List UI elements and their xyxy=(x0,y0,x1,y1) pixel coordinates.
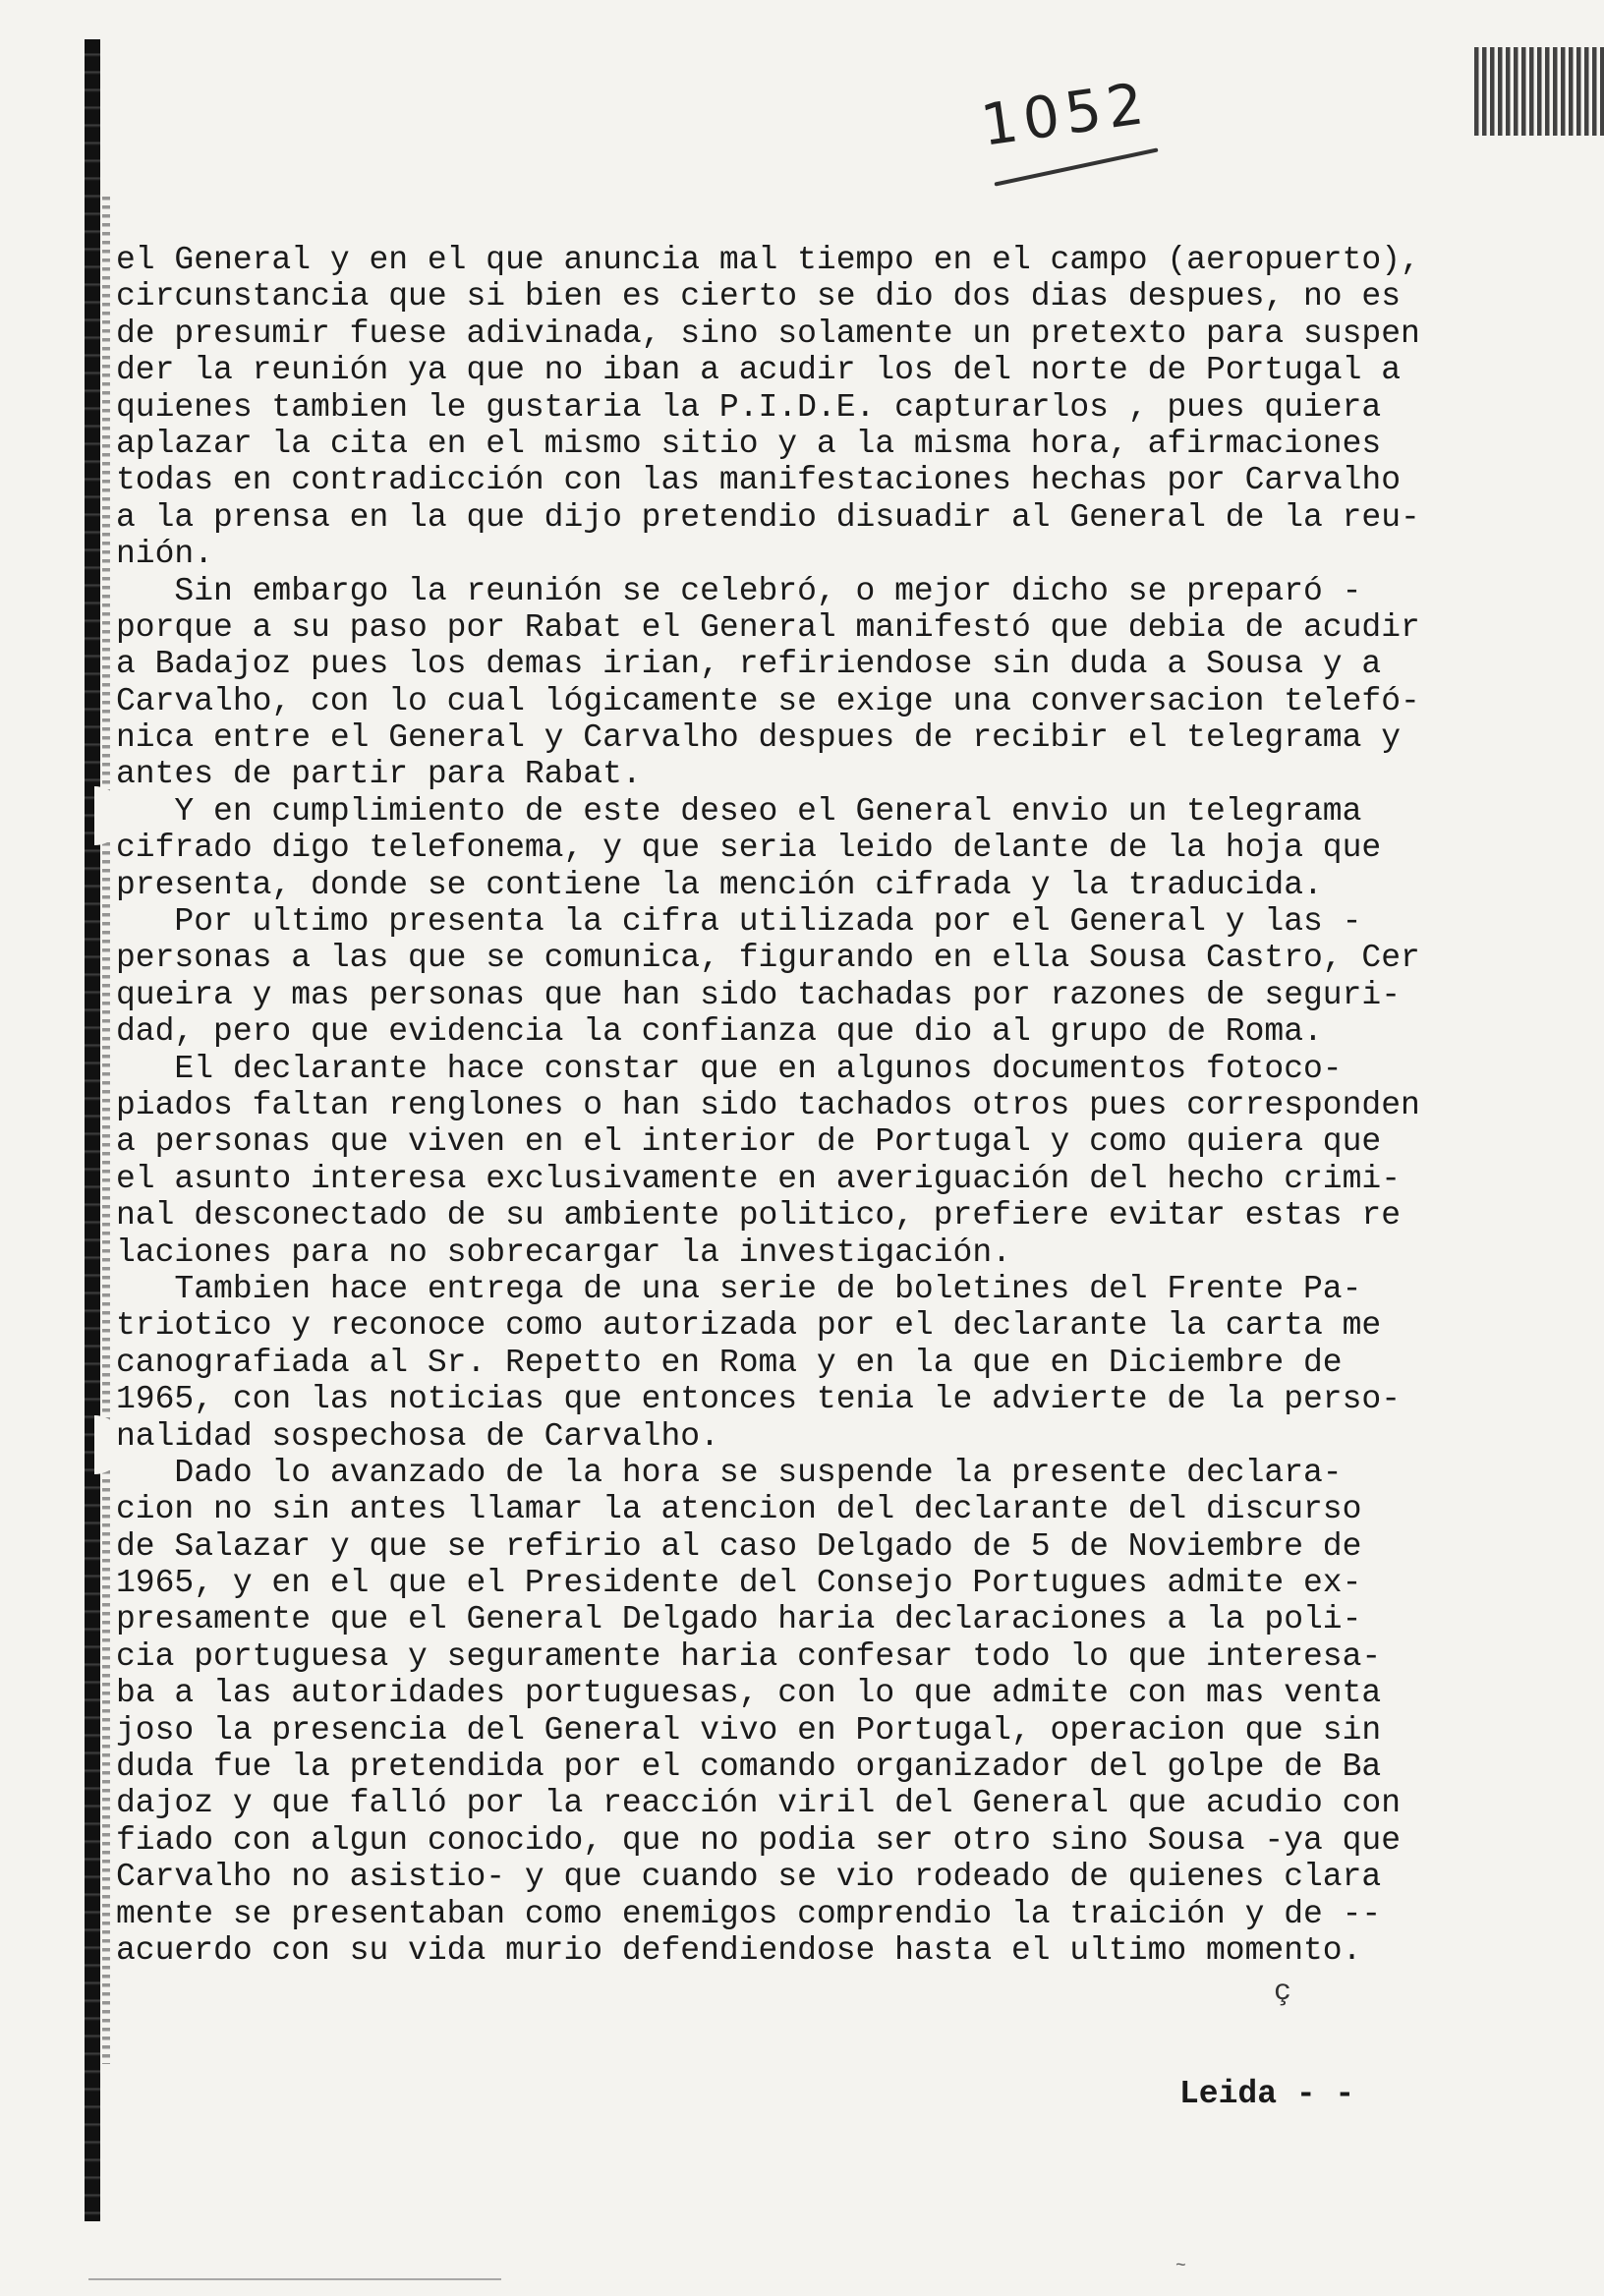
text-line: laciones para no sobrecargar la investigación. xyxy=(116,1234,1011,1271)
text-line: nica entre el General y Carvalho despues de recibir el telegrama y xyxy=(116,719,1402,757)
text-line: dajoz y que falló por la reacción viril del General que acudio con xyxy=(116,1785,1402,1822)
text-line: porque a su paso por Rabat el General manifestó que debia de acudir xyxy=(116,608,1420,646)
text-line: piados faltan renglones o han sido tachados otros pues corresponden xyxy=(116,1086,1420,1123)
text-line: Carvalho, con lo cual lógicamente se exige una conversacion telefó- xyxy=(116,682,1420,719)
typed-body-text xyxy=(116,242,1420,1969)
text-line: canografiada al Sr. Repetto en Roma y en la que en Diciembre de xyxy=(116,1344,1343,1381)
text-line: 1965, y en el que el Presidente del Consejo Portugues admite ex- xyxy=(116,1565,1362,1602)
margin-mark: ç xyxy=(1274,1976,1292,2009)
text-line: presenta, donde se contiene la mención cifrada y la traducida. xyxy=(116,866,1323,903)
text-line: cia portuguesa y seguramente haria confesar todo lo que interesa- xyxy=(116,1637,1382,1675)
text-line: dad, pero que evidencia la confianza que dio al grupo de Roma. xyxy=(116,1013,1323,1051)
folio-number: 1052 xyxy=(977,69,1154,159)
text-line: nal desconectado de su ambiente politico, prefiere evitar estas re xyxy=(116,1197,1402,1234)
text-line: el General y en el que anuncia mal tiempo en el campo (aeropuerto), xyxy=(116,242,1420,278)
text-line: antes de partir para Rabat. xyxy=(116,756,642,793)
text-line: duda fue la pretendida por el comando organizador del golpe de Ba xyxy=(116,1749,1382,1786)
binding-edge-texture xyxy=(102,197,110,2064)
text-line: mente se presentaban como enemigos comprendio la traición y de -- xyxy=(116,1895,1382,1932)
text-line: a la prensa en la que dijo pretendio disuadir al General de la reu- xyxy=(116,498,1420,536)
text-line: todas en contradicción con las manifestaciones hechas por Carvalho xyxy=(116,462,1402,499)
text-line: a personas que viven en el interior de Portugal y como quiera que xyxy=(116,1123,1382,1161)
text-line: queira y mas personas que han sido tachadas por razones de seguri- xyxy=(116,976,1402,1013)
text-line: fiado con algun conocido, que no podia ser otro sino Sousa -ya que xyxy=(116,1821,1402,1859)
text-line: der la reunión ya que no iban a acudir los del norte de Portugal a xyxy=(116,352,1402,389)
text-line: el asunto interesa exclusivamente en averiguación del hecho crimi- xyxy=(116,1160,1402,1197)
text-line: ba a las autoridades portuguesas, con lo que admite con mas venta xyxy=(116,1675,1382,1712)
text-line: circunstancia que si bien es cierto se dio dos dias despues, no es xyxy=(116,278,1402,316)
text-line: presamente que el General Delgado haria declaraciones a la poli- xyxy=(116,1601,1362,1638)
text-line: 1965, con las noticias que entonces tenia le advierte de la perso- xyxy=(116,1381,1402,1418)
scan-speck: ~ xyxy=(1175,2257,1186,2276)
text-line: Y en cumplimiento de este deseo el General envio un telegrama xyxy=(116,792,1362,830)
text-line: Carvalho no asistio- y que cuando se vio rodeado de quienes clara xyxy=(116,1859,1382,1896)
text-line: a Badajoz pues los demas irian, refiriendose sin duda a Sousa y a xyxy=(116,646,1382,683)
text-line: aplazar la cita en el mismo sitio y a la misma hora, afirmaciones xyxy=(116,425,1382,462)
closing-leida: Leida - - xyxy=(1179,2076,1355,2112)
text-line: de Salazar y que se refirio al caso Delgado de 5 de Noviembre de xyxy=(116,1527,1362,1565)
text-line: triotico y reconoce como autorizada por el declarante la carta me xyxy=(116,1307,1382,1345)
binding-strip xyxy=(85,39,100,2221)
bottom-rule xyxy=(88,2278,501,2280)
text-line: personas a las que se comunica, figurando en ella Sousa Castro, Cer xyxy=(116,940,1420,977)
corner-stamp-mark xyxy=(1474,47,1604,136)
text-line: Tambien hace entrega de una serie de boletines del Frente Pa- xyxy=(116,1270,1362,1307)
text-line: cifrado digo telefonema, y que seria leido delante de la hoja que xyxy=(116,830,1382,867)
text-line: Sin embargo la reunión se celebró, o mejor dicho se preparó - xyxy=(116,572,1362,609)
text-line: cion no sin antes llamar la atencion del declarante del discurso xyxy=(116,1491,1362,1528)
text-line: quienes tambien le gustaria la P.I.D.E. capturarlos , pues quiera xyxy=(116,388,1382,426)
text-line: joso la presencia del General vivo en Portugal, operacion que sin xyxy=(116,1711,1382,1749)
text-line: nión. xyxy=(116,536,214,573)
text-line: acuerdo con su vida murio defendiendose hasta el ultimo momento. xyxy=(116,1931,1362,1969)
text-line: de presumir fuese adivinada, sino solamente un pretexto para suspen xyxy=(116,315,1420,352)
text-line: El declarante hace constar que en algunos documentos fotoco- xyxy=(116,1050,1343,1087)
text-line: nalidad sospechosa de Carvalho. xyxy=(116,1417,719,1455)
text-line: Dado lo avanzado de la hora se suspende la presente declara- xyxy=(116,1454,1343,1491)
text-line: Por ultimo presenta la cifra utilizada por el General y las - xyxy=(116,903,1362,941)
